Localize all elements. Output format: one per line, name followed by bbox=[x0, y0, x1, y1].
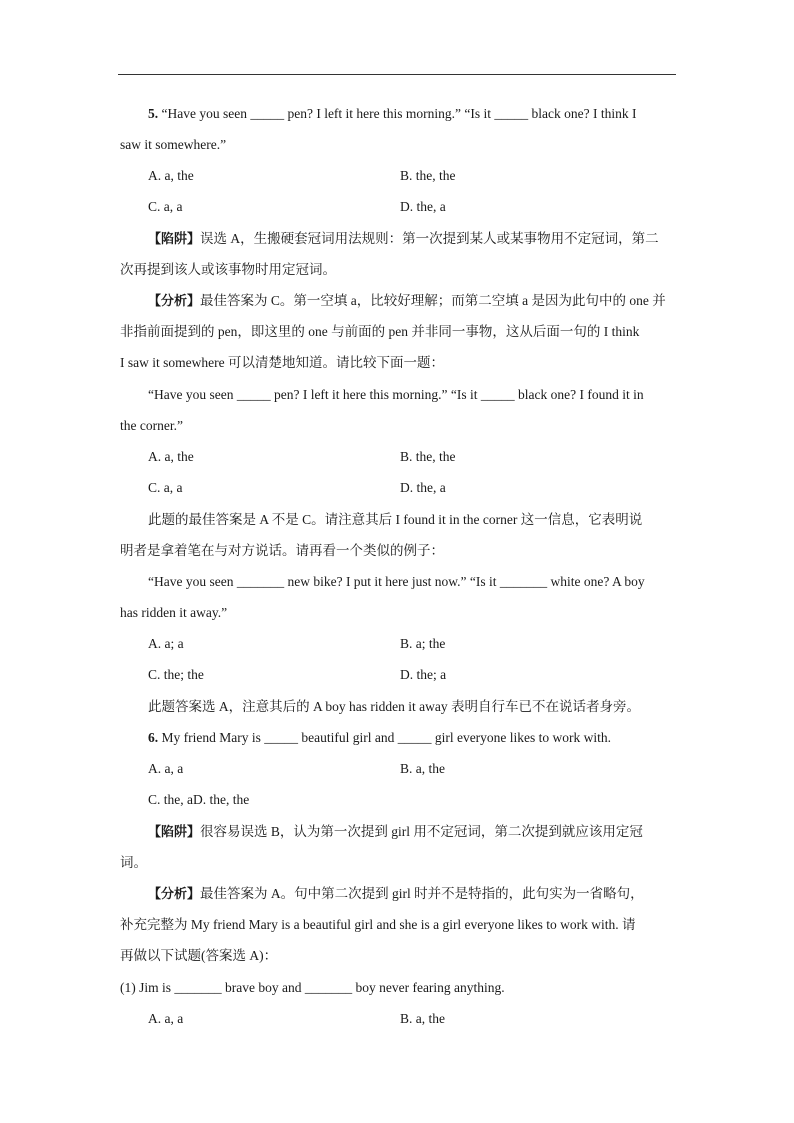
q6-trap-text1: 很容易误选 B，认为第一次提到 girl 用不定冠词，第二次提到就应该用定冠 bbox=[200, 824, 643, 839]
q5-analysis-line2: 非指前面提到的 pen，即这里的 one 与前面的 pen 并非同一事物，这从后面一句的 I think bbox=[120, 324, 640, 339]
sub-option-b: B. a, the bbox=[400, 1011, 445, 1026]
sub-question-1: (1) Jim is _______ brave boy and _______ boy never fearing anything. bbox=[120, 980, 505, 995]
q6-trap-line2: 词。 bbox=[120, 855, 147, 870]
example-question-line2: has ridden it away.” bbox=[120, 605, 228, 620]
q5-line1 bbox=[148, 105, 637, 123]
compare-option-b: B. the, the bbox=[400, 449, 456, 464]
q6-number: 6. bbox=[148, 730, 159, 745]
q6-analysis-line3: 再做以下试题(答案选 A)： bbox=[120, 948, 278, 963]
q5-analysis-line3: I saw it somewhere 可以清楚地知道。请比较下面一题： bbox=[120, 355, 444, 370]
q5-text: “Have you seen _____ pen? I left it here this morning.” “Is it _____ black one? I think I bbox=[158, 106, 637, 121]
trap-tag: 【陷阱】 bbox=[148, 232, 201, 247]
q6-option-b: B. a, the bbox=[400, 761, 445, 776]
compare-note-line2: 明者是拿着笔在与对方说话。请再看一个类似的例子： bbox=[120, 543, 444, 558]
example-option-d: D. the; a bbox=[400, 667, 447, 682]
q5-analysis-line1 bbox=[148, 292, 666, 311]
q5-analysis-text1: 最佳答案为 C。第一空填 a，比较好理解；而第二空填 a 是因为此句中的 one 并 bbox=[200, 293, 666, 308]
q6-analysis-line1 bbox=[148, 885, 644, 904]
trap-tag: 【陷阱】 bbox=[148, 825, 201, 840]
example-question-line1: “Have you seen _______ new bike? I put it here just now.” “Is it _______ white one? A boy bbox=[148, 574, 645, 589]
header-rule bbox=[118, 74, 676, 75]
example-note: 此题答案选 A，注意其后的 A boy has ridden it away 表明自行车已不在说话者身旁。 bbox=[148, 699, 640, 714]
compare-question-line2: the corner.” bbox=[120, 418, 183, 433]
q6-option-cd: C. the, aD. the, the bbox=[148, 792, 250, 807]
q6-text: My friend Mary is _____ beautiful girl and _____ girl everyone likes to work with. bbox=[158, 730, 612, 745]
q5-number: 5. bbox=[148, 106, 159, 121]
example-option-a: A. a; a bbox=[148, 636, 184, 651]
q5-option-a: A. a, the bbox=[148, 168, 194, 183]
q5-trap-line1 bbox=[148, 230, 659, 249]
compare-question-line1: “Have you seen _____ pen? I left it here this morning.” “Is it _____ black one? I found it in bbox=[148, 387, 644, 402]
analysis-tag: 【分析】 bbox=[148, 887, 201, 902]
q6-analysis-text1: 最佳答案为 A。句中第二次提到 girl 时并不是特指的，此句实为一省略句， bbox=[200, 886, 644, 901]
compare-note-line1: 此题的最佳答案是 A 不是 C。请注意其后 I found it in the corner 这一信息，它表明说 bbox=[148, 512, 643, 527]
q5-option-d: D. the, a bbox=[400, 199, 446, 214]
q6-option-a: A. a, a bbox=[148, 761, 184, 776]
q5-line2: saw it somewhere.” bbox=[120, 137, 227, 152]
analysis-tag: 【分析】 bbox=[148, 294, 201, 309]
q6-analysis-line2: 补充完整为 My friend Mary is a beautiful girl and she is a girl everyone likes to work with. 请 bbox=[120, 917, 636, 932]
q5-trap-line2: 次再提到该人或该事物时用定冠词。 bbox=[120, 262, 336, 277]
example-option-c: C. the; the bbox=[148, 667, 204, 682]
q6-line1 bbox=[148, 729, 611, 747]
compare-option-a: A. a, the bbox=[148, 449, 194, 464]
example-option-b: B. a; the bbox=[400, 636, 446, 651]
sub-option-a: A. a, a bbox=[148, 1011, 184, 1026]
q5-option-b: B. the, the bbox=[400, 168, 456, 183]
q5-trap-text1: 误选 A，生搬硬套冠词用法规则：第一次提到某人或某事物用不定冠词，第二 bbox=[200, 231, 659, 246]
q5-option-c: C. a, a bbox=[148, 199, 183, 214]
compare-option-c: C. a, a bbox=[148, 480, 183, 495]
compare-option-d: D. the, a bbox=[400, 480, 446, 495]
q6-trap-line1 bbox=[148, 823, 643, 842]
